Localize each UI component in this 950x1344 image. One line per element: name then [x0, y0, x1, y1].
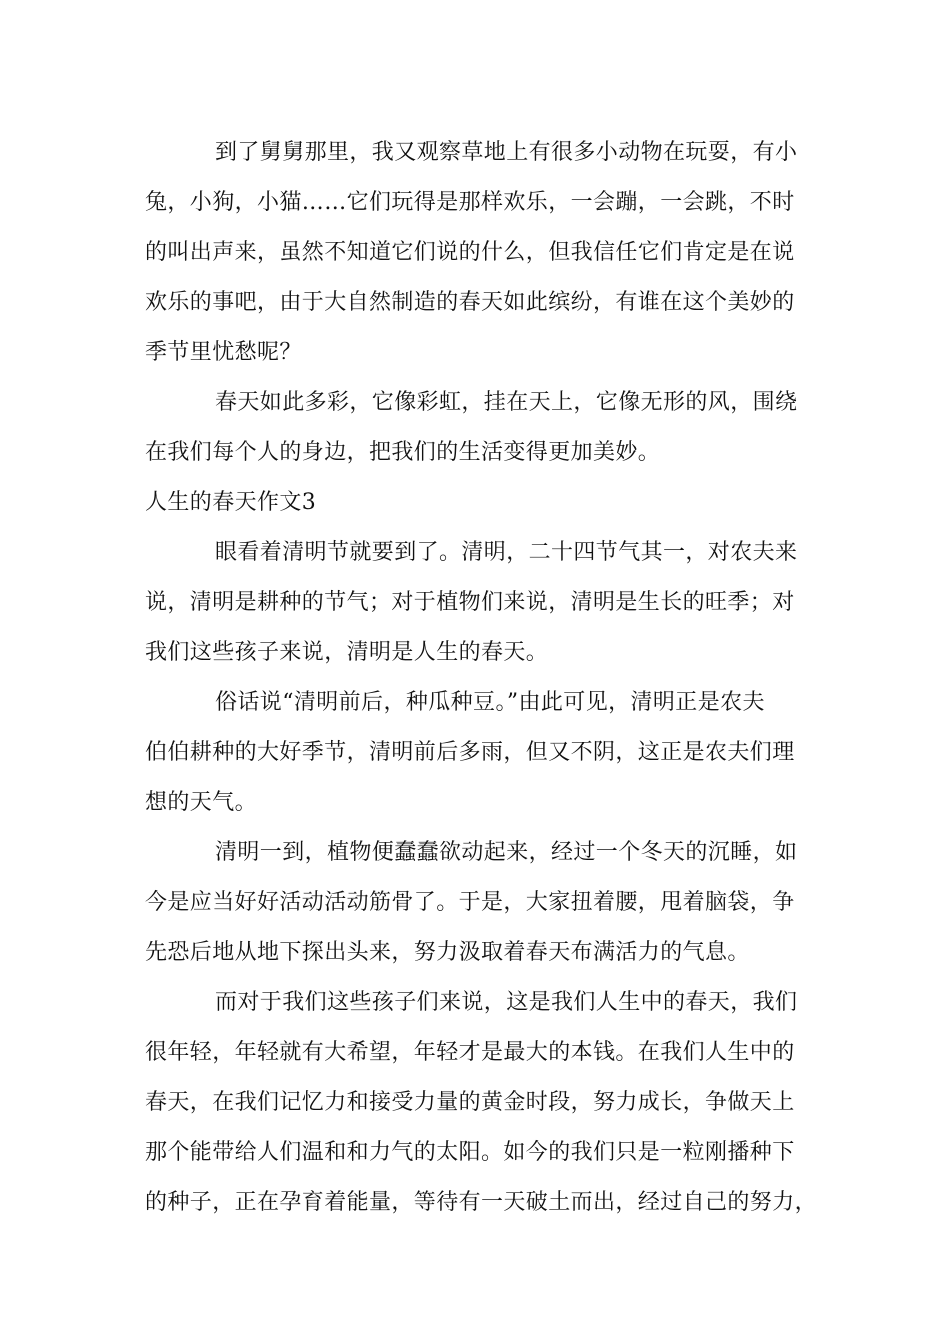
- text-line: 那个能带给人们温和和力气的太阳。如今的我们只是一粒刚播种下: [145, 1140, 795, 1165]
- text-line: 清明一到，植物便蠢蠢欲动起来，经过一个冬天的沉睡，如: [215, 840, 798, 865]
- text-line: 而对于我们这些孩子们来说，这是我们人生中的春天，我们: [215, 990, 798, 1015]
- text-line: 春天如此多彩，它像彩虹，挂在天上，它像无形的风，围绕: [215, 390, 798, 415]
- text-line: 兔，小狗，小猫……它们玩得是那样欢乐，一会蹦，一会跳，不时: [145, 190, 795, 215]
- text-line: 我们这些孩子来说，清明是人生的春天。: [145, 640, 549, 665]
- text-line: 的叫出声来，虽然不知道它们说的什么，但我信任它们肯定是在说: [145, 240, 795, 265]
- section-heading: 人生的春天作文3: [145, 490, 317, 515]
- text-line: 很年轻，年轻就有大希望，年轻才是最大的本钱。在我们人生中的: [145, 1040, 795, 1065]
- text-line: 俗话说“清明前后，种瓜种豆。”由此可见，清明正是农夫: [215, 690, 765, 715]
- text-line: 说，清明是耕种的节气；对于植物们来说，清明是生长的旺季；对: [145, 590, 795, 615]
- text-line: 先恐后地从地下探出头来，努力汲取着春天布满活力的气息。: [145, 940, 750, 965]
- text-line: 眼看着清明节就要到了。清明，二十四节气其一，对农夫来: [215, 540, 798, 565]
- text-line: 春天，在我们记忆力和接受力量的黄金时段，努力成长，争做天上: [145, 1090, 795, 1115]
- text-line: 的种子，正在孕育着能量，等待有一天破土而出，经过自己的努力，: [145, 1190, 818, 1215]
- document-body: [145, 128, 845, 1228]
- text-line: 在我们每个人的身边，把我们的生活变得更加美妙。: [145, 440, 661, 465]
- text-line: 今是应当好好活动活动筋骨了。于是，大家扭着腰，甩着脑袋，争: [145, 890, 795, 915]
- text-line: 欢乐的事吧，由于大自然制造的春天如此缤纷，有谁在这个美妙的: [145, 290, 795, 315]
- text-line: 伯伯耕种的大好季节，清明前后多雨，但又不阴，这正是农夫们理: [145, 740, 795, 765]
- text-line: 想的天气。: [145, 790, 258, 815]
- text-line: 到了舅舅那里，我又观察草地上有很多小动物在玩耍，有小: [215, 140, 798, 165]
- text-line: 季节里忧愁呢？: [145, 340, 302, 365]
